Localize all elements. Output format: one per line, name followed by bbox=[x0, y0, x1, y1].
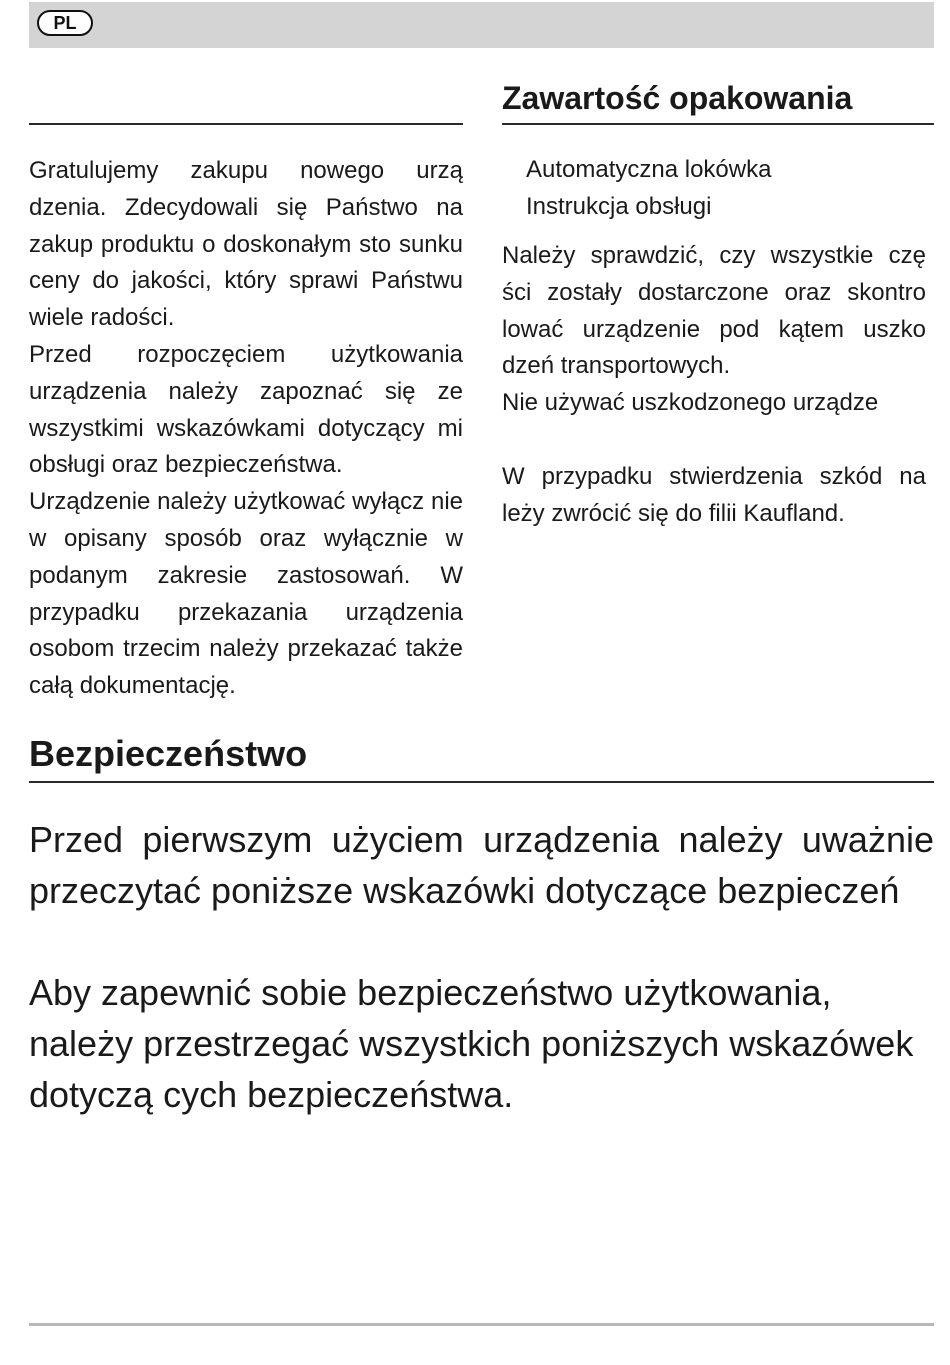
list-item: Automatyczna lokówka bbox=[526, 156, 772, 183]
language-badge: PL bbox=[37, 10, 93, 36]
right-column-rule bbox=[502, 123, 934, 125]
safety-rule bbox=[29, 781, 934, 783]
package-contents-heading: Zawartość opakowania bbox=[502, 80, 853, 116]
intro-paragraph: Przed rozpoczęciem użytkowania urządzenia należy zapoznać się ze wszystkimi wskazówkami dotyczący mi obsługi oraz bezpieczeństwa. bbox=[29, 340, 463, 479]
footer-rule bbox=[29, 1323, 934, 1326]
damaged-device-paragraph: Nie używać uszkodzonego urządze bbox=[502, 389, 879, 417]
safety-paragraph-2: Aby zapewnić sobie bezpieczeństwo użytkowania, należy przestrzegać wszystkich poniższych wskazówek dotyczą cych bezpieczeństwa. bbox=[29, 972, 914, 1115]
check-parts-paragraph: Należy sprawdzić, czy wszystkie czę ści zostały dostarczone oraz skontro lować urządzenie pod kątem uszko dzeń transportowych. bbox=[502, 242, 926, 380]
intro-paragraph: Urządzenie należy użytkować wyłącz nie w opisany sposób oraz wyłącznie w podanym zakresie zastosowań. W przypadku przekazania urządzenia osobom trzecim należy przekazać także całą dokumentację. bbox=[29, 488, 463, 700]
safety-heading: Bezpieczeństwo bbox=[29, 733, 308, 774]
intro-text bbox=[29, 153, 463, 705]
package-contents-text bbox=[502, 238, 926, 532]
list-item: Instrukcja obsługi bbox=[526, 192, 712, 220]
package-contents-list bbox=[526, 152, 771, 226]
damage-claim-paragraph: W przypadku stwierdzenia szkód na leży zwrócić się do filii Kaufland. bbox=[502, 462, 926, 527]
intro-paragraph: Gratulujemy zakupu nowego urzą dzenia. Zdecydowali się Państwo na zakup produktu o doskonałym sto sunku ceny do jakości, który sprawi Państwu wiele radości. bbox=[29, 157, 463, 332]
safety-paragraph-1: Przed pierwszym użyciem urządzenia należy uważnie przeczytać poniższe wskazówki dotyczące bezpieczeń bbox=[29, 819, 934, 911]
page-header-bar bbox=[29, 2, 934, 48]
left-column-rule bbox=[29, 123, 463, 125]
